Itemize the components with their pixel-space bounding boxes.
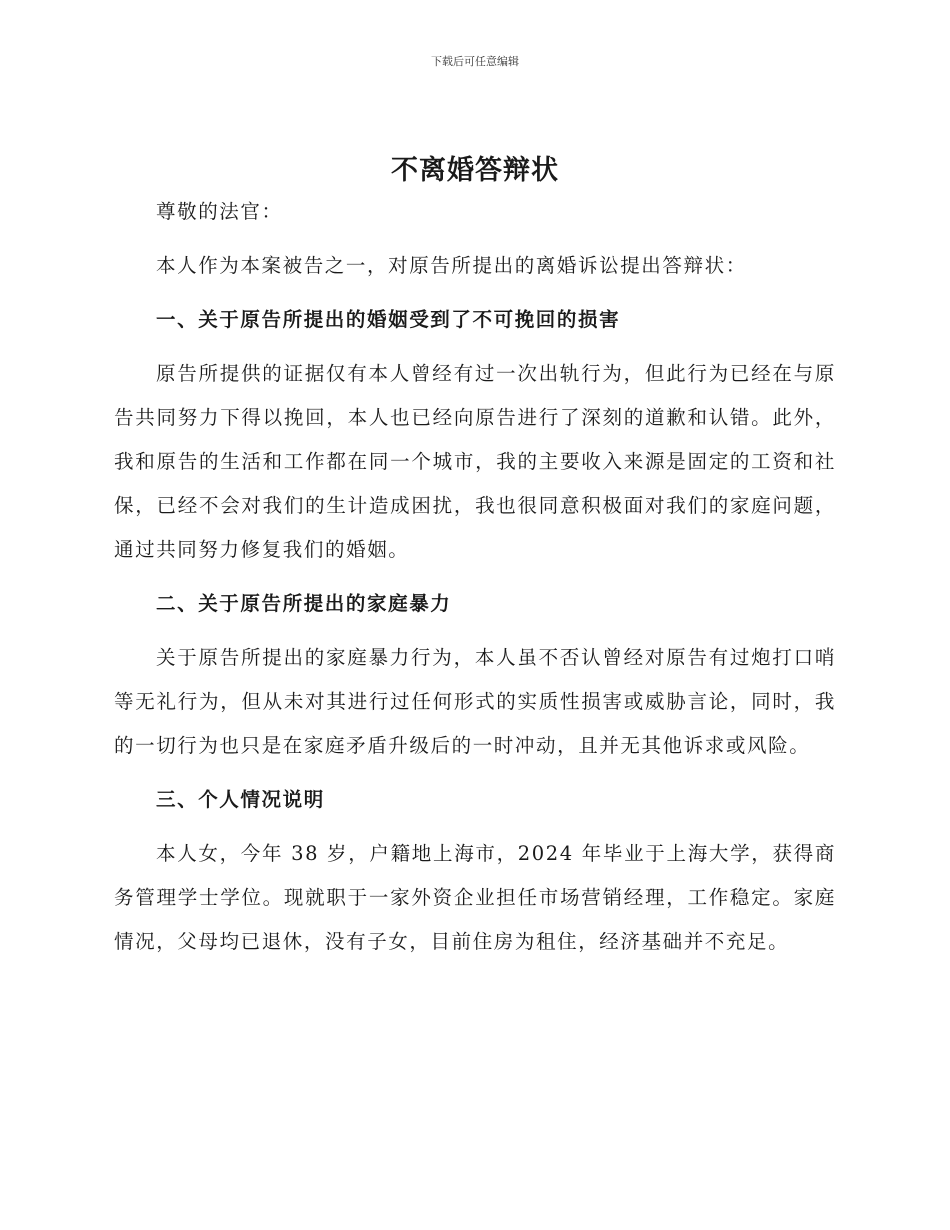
header-note: 下载后可任意编辑 — [431, 55, 519, 68]
section-heading-2: 二、关于原告所提出的家庭暴力 — [156, 592, 452, 615]
document-body — [114, 190, 836, 974]
document-title: 不离婚答辩状 — [391, 155, 559, 186]
intro-paragraph: 本人作为本案被告之一，对原告所提出的离婚诉讼提出答辩状： — [156, 254, 747, 277]
section-heading-1: 一、关于原告所提出的婚姻受到了不可挽回的损害 — [156, 308, 621, 331]
section-heading-3: 三、个人情况说明 — [156, 788, 325, 811]
section-body-3: 本人女，今年 38 岁，户籍地上海市，2024 年毕业于上海大学，获得商务管理学士学位。现就职于一家外资企业担任市场营销经理，工作稳定。家庭情况，父母均已退休，没有子女，目前住房为租住，经济基础并不充足。 — [114, 842, 836, 953]
section-body-1: 原告所提供的证据仅有本人曾经有过一次出轨行为，但此行为已经在与原告共同努力下得以挽回，本人也已经向原告进行了深刻的道歉和认错。此外，我和原告的生活和工作都在同一个城市，我的主要收入来源是固定的工资和社保，已经不会对我们的生计造成困扰，我也很同意积极面对我们的家庭问题，通过共同努力修复我们的婚姻。 — [114, 362, 836, 561]
salutation: 尊敬的法官： — [156, 200, 283, 223]
section-body-2: 关于原告所提出的家庭暴力行为，本人虽不否认曾经对原告有过炮打口哨等无礼行为，但从未对其进行过任何形式的实质性损害或威胁言论，同时，我的一切行为也只是在家庭矛盾升级后的一时冲动，且并无其他诉求或风险。 — [114, 646, 836, 757]
